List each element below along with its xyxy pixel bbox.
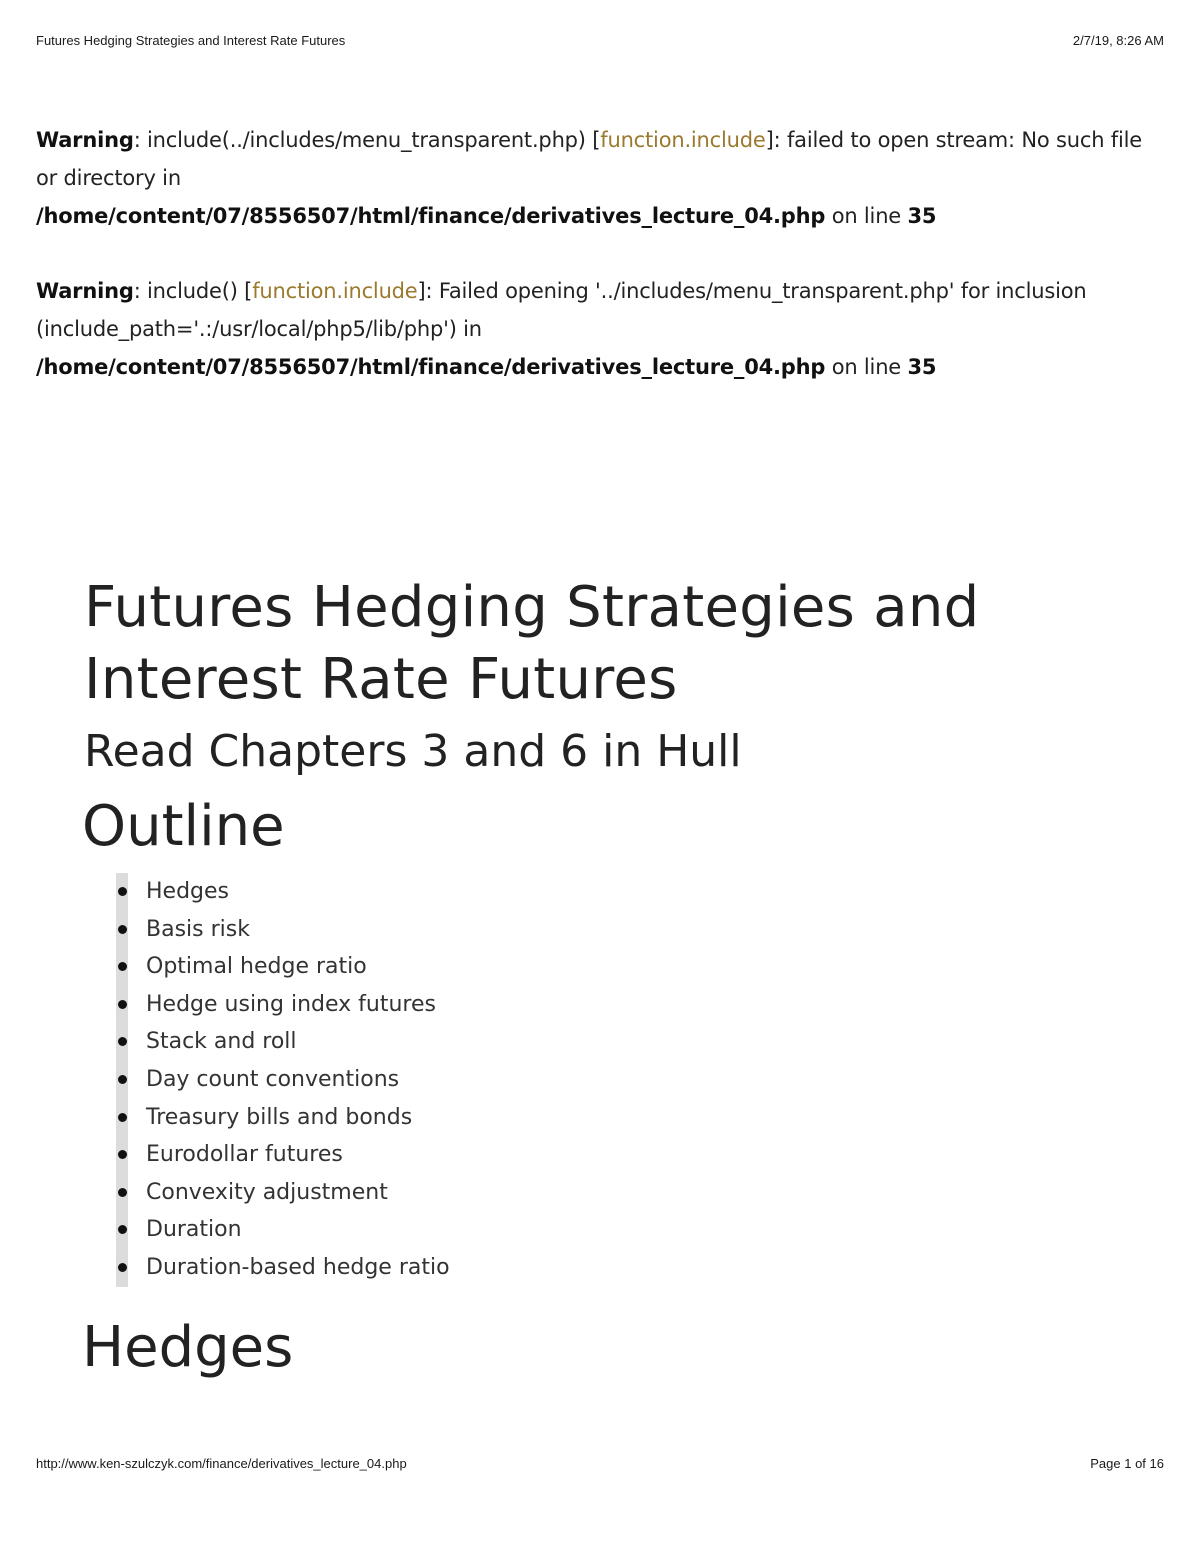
- print-header: [36, 33, 1164, 53]
- print-footer-url: http://www.ken-szulczyk.com/finance/derivatives_lecture_04.php: [36, 1456, 407, 1471]
- list-item-label: Convexity adjustment: [146, 1179, 388, 1205]
- bullet-icon: [118, 887, 127, 896]
- bullet-icon: [118, 925, 127, 934]
- print-footer: [36, 1456, 1164, 1476]
- page-title: Futures Hedging Strategies and Interest Rate Futures: [84, 575, 980, 712]
- list-item-label: Basis risk: [146, 916, 250, 942]
- print-header-title: Futures Hedging Strategies and Interest Rate Futures: [36, 33, 346, 48]
- warning-on-line: on line: [825, 204, 908, 228]
- list-item-label: Eurodollar futures: [146, 1142, 343, 1168]
- print-header-datetime: 2/7/19, 8:26 AM: [1072, 33, 1164, 48]
- outline-list: [114, 873, 450, 1287]
- list-item-label: Duration: [146, 1217, 242, 1243]
- list-item-label: Stack and roll: [146, 1029, 297, 1055]
- php-warning-2: [36, 272, 1166, 386]
- list-item-label: Hedge using index futures: [146, 991, 436, 1017]
- list-item: [114, 1211, 450, 1249]
- bullet-icon: [118, 1075, 127, 1084]
- warning-text-after: ]: Failed opening '../includes/menu_transparent.php' for inclusion (include_path='.:/usr/local/php5/lib/php') in: [36, 279, 1087, 341]
- outline-heading: Outline: [82, 794, 285, 859]
- list-item-label: Optimal hedge ratio: [146, 954, 367, 980]
- warning-text-after: ]: failed to open stream: No such file or directory in: [36, 128, 1142, 190]
- list-item-label: Treasury bills and bonds: [146, 1104, 413, 1130]
- warning-file-path: /home/content/07/8556507/html/finance/derivatives_lecture_04.php: [36, 355, 826, 379]
- page-subtitle: Read Chapters 3 and 6 in Hull: [84, 726, 742, 777]
- list-item: [114, 986, 450, 1024]
- warning-label: Warning: [36, 128, 134, 152]
- list-item-label: Duration-based hedge ratio: [146, 1254, 450, 1280]
- bullet-icon: [118, 1000, 127, 1009]
- list-item: [114, 911, 450, 949]
- list-item: [114, 873, 450, 911]
- warning-label: Warning: [36, 279, 134, 303]
- warning-file-path: /home/content/07/8556507/html/finance/derivatives_lecture_04.php: [36, 204, 826, 228]
- hedges-heading: Hedges: [82, 1315, 294, 1380]
- bullet-icon: [118, 1113, 127, 1122]
- php-warning-1: [36, 121, 1166, 235]
- warning-line-number: 35: [907, 204, 937, 228]
- list-item: [114, 1061, 450, 1099]
- list-item: [114, 1249, 450, 1287]
- list-item: [114, 1174, 450, 1212]
- list-item: [114, 1099, 450, 1137]
- warning-text-before: : include(../includes/menu_transparent.php) [: [133, 128, 601, 152]
- function-include-link[interactable]: function.include: [252, 279, 418, 303]
- list-item: [114, 1136, 450, 1174]
- function-include-link[interactable]: function.include: [600, 128, 766, 152]
- warning-line-number: 35: [907, 355, 937, 379]
- print-footer-page-indicator: Page 1 of 16: [1090, 1456, 1164, 1471]
- list-item: [114, 948, 450, 986]
- bullet-icon: [118, 1188, 127, 1197]
- warning-on-line: on line: [825, 355, 908, 379]
- list-item: [114, 1023, 450, 1061]
- list-item-label: Day count conventions: [146, 1066, 400, 1092]
- bullet-icon: [118, 1263, 127, 1272]
- list-item-label: Hedges: [146, 879, 230, 904]
- warning-text-before: : include() [: [133, 279, 253, 303]
